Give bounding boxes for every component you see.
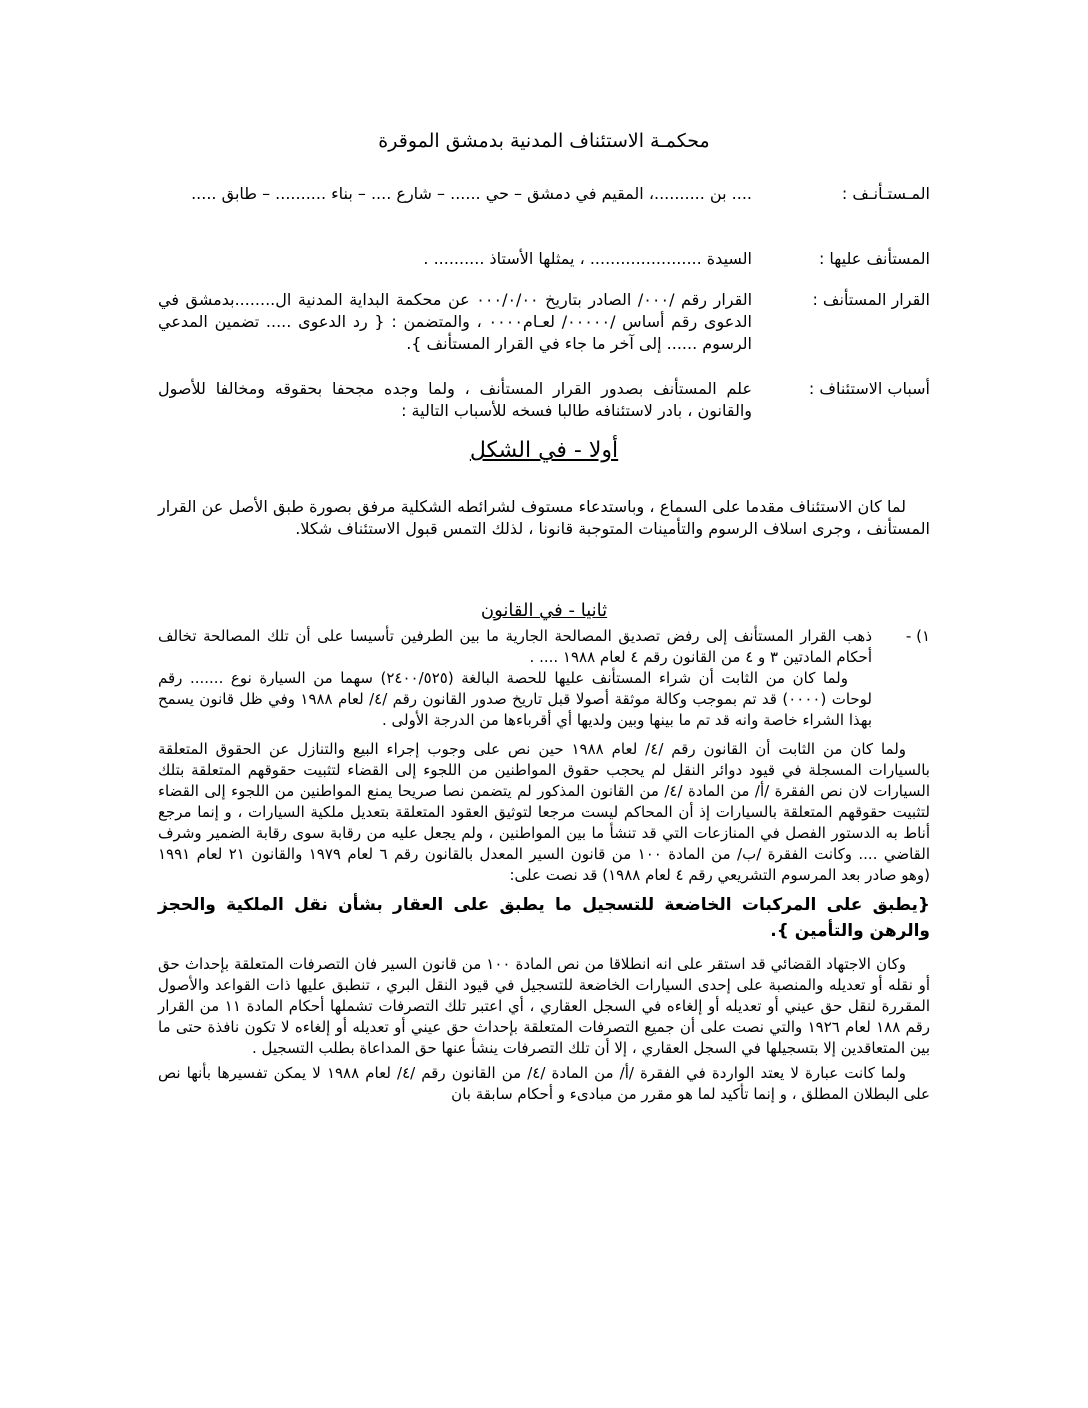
court-title: محكمـة الاستئناف المدنية بدمشق الموقرة [378, 130, 710, 152]
appellee-label: المستأنف عليها : [818, 249, 930, 268]
law-quote: {يطبق على المركبات الخاضعة للتسجيل ما يطبق على العقار بشأن نقل الملكية والحجز والرهن والتأمين }. [158, 895, 930, 941]
law-paragraph-4: وكان الاجتهاد القضائي قد استقر على انه انطلاقا من نص المادة ١٠٠ من قانون السير فان التصرفات المتعلقة بإحداث حق أو نقله أو تعديله والمنصبة على إحدى السيارات الخاضعة للتسجيل في قيود النقل البري ، تنطبق عليها ذات القواعد والأصول المقررة لنقل حق عيني أو تعديله أو إلغاءه في السجل العقاري ، أي اعتبر تلك التصرفات تشملها أحكام المادة ١١ من القرار رقم ١٨٨ لعام ١٩٢٦ والتي نصت على أن جميع التصرفات المتعلقة بإحداث حق عيني أو تعديله أو إلغاءه لا تكون نافذة حتى ما بين المتعاقدين إلا بتسجيلها في السجل العقاري ، إلا أن تلك التصرفات ينشأ عنها حق المداعاة بطلب التسجيل . [158, 955, 931, 1057]
section-heading-law: ثانيا - في القانون [480, 600, 608, 621]
reasons-field [158, 378, 930, 422]
appellee-field [158, 248, 930, 270]
appellee-value: السيدة ...................... ، يمثلها الأستاذ .......... . [423, 249, 752, 268]
appellant-label: المـستـأنـف : [841, 184, 930, 203]
form-paragraph: لما كان الاستئناف مقدما على السماع ، وباستدعاء مستوف لشرائطه الشكلية مرفق بصورة طبق الأصل عن القرار المستأنف ، وجرى اسلاف الرسوم والتأمينات المتوجبة قانونا ، لذلك التمس قبول الاستئناف شكلا. [158, 497, 930, 538]
section-heading-form: أولا - في الشكل [469, 438, 619, 463]
appellant-value: .... بن ..........، المقيم في دمشق – حي ...... – شارع .... – بناء .......... – طابق ..... [191, 184, 752, 203]
decision-value: القرار رقم /٠٠٠/ الصادر بتاريخ ٠٠٠/٠/٠٠ عن محكمة البداية المدنية ال........بدمشق في الدعوى رقم أساس /٠٠٠٠٠/ لعـام٠٠٠٠ ، والمتضمن : { رد الدعوى ..... تضمين المدعي الرسوم ...... إلى آخر ما جاء في القرار المستأنف }. [158, 290, 753, 353]
decision-field [158, 289, 930, 355]
law-paragraph-1: ذهب القرار المستأنف إلى رفض تصديق المصالحة الجارية ما بين الطرفين تأسيسا على أن تلك المصالحة تخالف أحكام المادتين ٣ و ٤ من القانون رقم ٤ لعام ١٩٨٨ .... . [158, 627, 872, 666]
item-number: ١) - [905, 627, 930, 645]
appellant-field [158, 183, 930, 205]
law-paragraph-5: ولما كانت عبارة لا يعتد الواردة في الفقرة /أ/ من المادة /٤/ من القانون رقم /٤/ لعام ١٩٨٨ لا يمكن تفسيرها بأنها نص على البطلان المطلق ، و إنما تأكيد لما هو مقرر من مبادىء و أحكام سابقة بان [158, 1064, 930, 1103]
law-section [158, 626, 930, 1105]
reasons-value: علم المستأنف بصدور القرار المستأنف ، ولما وجده مجحفا بحقوقه ومخالفا للأصول والقانون ، بادر لاستئنافه طالبا فسخه للأسباب التالية : [158, 379, 752, 420]
law-paragraph-3: ولما كان من الثابت أن القانون رقم /٤/ لعام ١٩٨٨ حين نص على وجوب إجراء البيع والتنازل عن الحقوق المتعلقة بالسيارات المسجلة في قيود دوائر النقل لم يحجب حقوق المواطنين من اللجوء إلى القضاء لتثبيت حقوقهم المتعلقة بتلك السيارات لان نص الفقرة /أ/ من المادة /٤/ من القانون المذكور لم يتضمن نصا صريحا يمنع المواطنين من اللجوء إلى القضاء لتثبيت حقوقهم المتعلقة بالسيارات إذ أن المحاكم ليست مرجعا لتوثيق العقود المتعلقة بتعديل ملكية السيارات ، و إنما مرجع أناط به الدستور الفصل في المنازعات التي قد تنشأ ما بين المواطنين ، ولم يجعل عليه من رقابة سوى رقابة الضمير وشرف القاضي .... وكانت الفقرة /ب/ من المادة ١٠٠ من قانون السير المعدل بالقانون رقم ٦ لعام ١٩٧٩ والقانون ٢١ لعام ١٩٩١ (وهو صادر بعد المرسوم التشريعي رقم ٤ لعام ١٩٨٨) قد نصت على: [158, 740, 931, 884]
decision-label: القرار المستأنف : [812, 290, 930, 309]
reasons-label: أسباب الاستئناف : [808, 379, 930, 398]
law-paragraph-2: ولما كان من الثابت أن شراء المستأنف عليها للحصة البالغة (٢٤٠٠/٥٢٥) سهما من السيارة نوع ....... رقم لوحات (٠٠٠٠) قد تم بموجب وكالة موثقة أصولا قبل تاريخ صدور القانون رقم /٤/ لعام ١٩٨٨ وفي ظل قانون يسمح بهذا الشراء خاصة وانه قد تم ما بينها وبين ولديها أي أقرباءها من الدرجة الأولى . [158, 669, 872, 729]
